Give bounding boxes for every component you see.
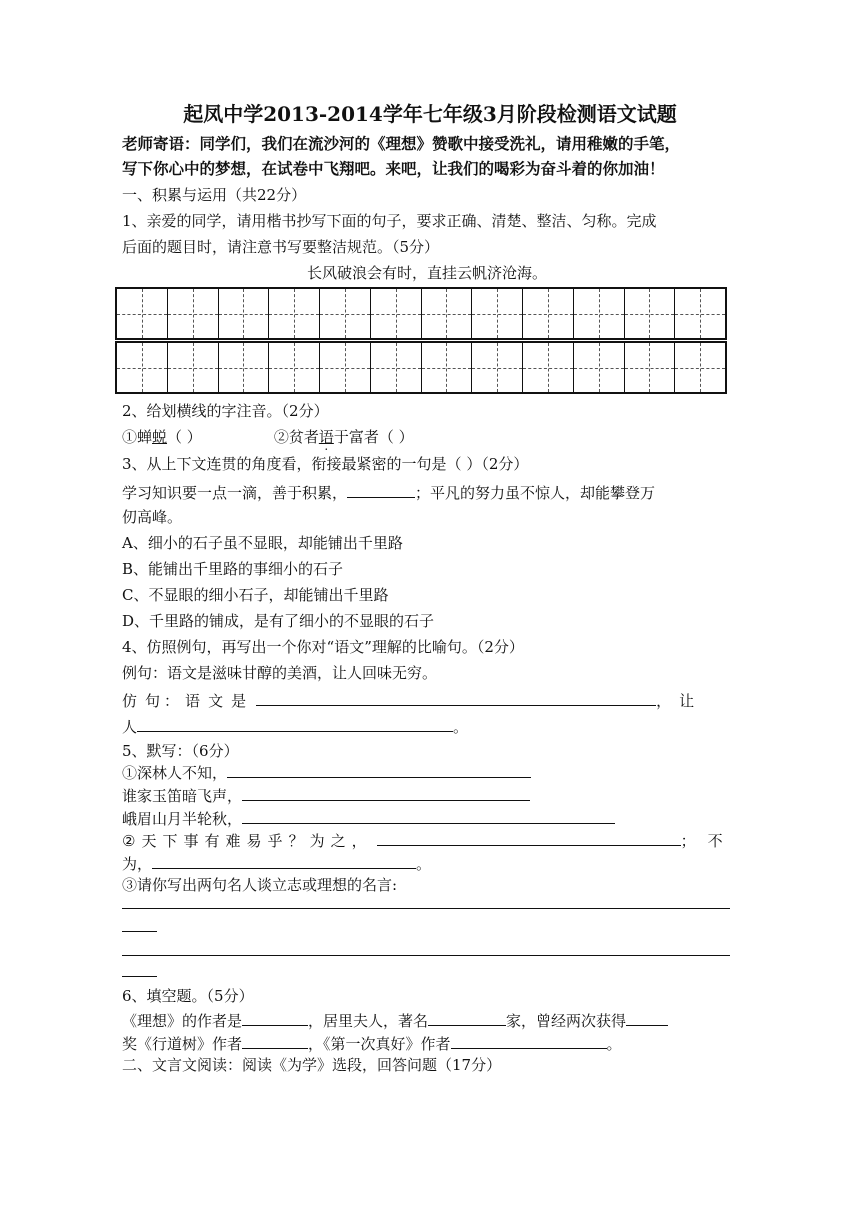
q3-option-b: B、能铺出千里路的事细小的石子 (122, 560, 344, 578)
q5-stem: 5、默写：（6分） (122, 742, 239, 760)
q5-line-2: 谁家玉笛暗飞声， (122, 787, 530, 804)
writing-grid-row-1[interactable] (115, 287, 727, 340)
q3-text-line-2: 仞高峰。 (122, 508, 183, 526)
q3-stem: 3、从上下文连贯的角度看，衔接最紧密的一句是（ ）（2分） (122, 455, 529, 473)
q5-blank-1[interactable] (227, 764, 531, 778)
q2-a-answer-blank[interactable]: （ ） (167, 428, 202, 446)
q4-answer-blank-2[interactable] (137, 718, 453, 732)
q4-stem: 4、仿照例句，再写出一个你对“语文”理解的比喻句。（2分） (122, 638, 524, 656)
q5-blank-2[interactable] (242, 787, 530, 801)
q6-blank-author-3[interactable] (451, 1035, 607, 1049)
part1-heading: 一、积累与运用（共22分） (122, 186, 307, 204)
q6-line-1: 《理想》的作者是 ，居里夫人，著名 家，曾经两次获得 (122, 1012, 668, 1029)
q5-blank-5[interactable] (152, 855, 416, 869)
q3-text-line-1: 学习知识要一点一滴，善于积累， ；平凡的努力虽不惊人，却能攀登万 (122, 484, 656, 502)
q5-blank-3[interactable] (242, 810, 615, 824)
q3-answer-blank[interactable] (347, 484, 415, 498)
q1-stem-line-2: 后面的题目时，请注意书写要整洁规范。（5分） (122, 238, 440, 256)
q5-motto-line-1[interactable] (122, 908, 730, 909)
q2-items: ①蝉蜕（ ） ②贫者语于富者（ ） (122, 428, 414, 446)
q6-blank-prize[interactable] (626, 1012, 668, 1026)
writing-grid-row-2[interactable] (115, 341, 727, 394)
q5-motto-line-2-cont[interactable] (122, 976, 157, 977)
q3-option-a: A、细小的石子虽不显眼，却能铺出千里路 (122, 534, 403, 552)
q2-b-underlined-char: 语 (318, 428, 334, 446)
q6-blank-profession[interactable] (428, 1012, 506, 1026)
q5-motto-line-2[interactable] (122, 955, 730, 956)
q5-line-3: 峨眉山月半轮秋， (122, 810, 615, 827)
q6-blank-author-2[interactable] (242, 1035, 308, 1049)
q4-answer-blank-1[interactable] (256, 692, 656, 706)
q1-copy-sentence: 长风破浪会有时，直挂云帆济沧海。 (306, 264, 547, 282)
q6-blank-author[interactable] (242, 1012, 308, 1026)
q5-line-6: ③请你写出两句名人谈立志或理想的名言: (122, 876, 398, 894)
q4-imitate-line-1: 仿 句 ： 语 文 是 ， 让 (122, 692, 695, 710)
q6-stem: 6、填空题。（5分） (122, 987, 254, 1005)
q5-blank-4[interactable] (377, 832, 681, 846)
q5-line-1: ①深林人不知， (122, 764, 531, 781)
q1-stem-line-1: 1、亲爱的同学，请用楷书抄写下面的句子，要求正确、清楚、整洁、匀称。完成 (122, 212, 657, 230)
q5-motto-line-1-cont[interactable] (122, 931, 157, 932)
part2-heading: 二、文言文阅读：阅读《为学》选段，回答问题（17分） (122, 1056, 502, 1074)
q2-a-underlined-char: 蜕 (152, 428, 168, 446)
q2-b-answer-blank[interactable]: 于富者（ ） (333, 428, 414, 446)
q3-option-c: C、不显眼的细小石子，却能铺出千里路 (122, 586, 389, 604)
q4-imitate-line-2: 人 。 (122, 718, 469, 736)
q5-line-5: 为， 。 (122, 855, 432, 873)
q3-option-d: D、千里路的铺成，是有了细小的不显眼的石子 (122, 612, 435, 630)
q2-stem: 2、给划横线的字注音。（2分） (122, 402, 329, 420)
teacher-message-line-1: 老师寄语：同学们，我们在流沙河的《理想》赞歌中接受洗礼，请用稚嫩的手笔， (122, 134, 681, 153)
q4-example: 例句：语文是滋味甘醇的美酒，让人回味无穷。 (122, 664, 438, 682)
teacher-message-line-2: 写下你心中的梦想，在试卷中飞翔吧。来吧，让我们的喝彩为奋斗着的你加油！ (122, 159, 665, 178)
q5-line-4: ② 天 下 事 有 难 易 乎 ？ 为 之 ， ； 不 (122, 832, 723, 850)
q6-line-2: 奖《行道树》作者 ，《第一次真好》作者 。 (122, 1035, 622, 1053)
page-title: 起凤中学2013-2014学年七年级3月阶段检测语文试题 (183, 102, 677, 126)
